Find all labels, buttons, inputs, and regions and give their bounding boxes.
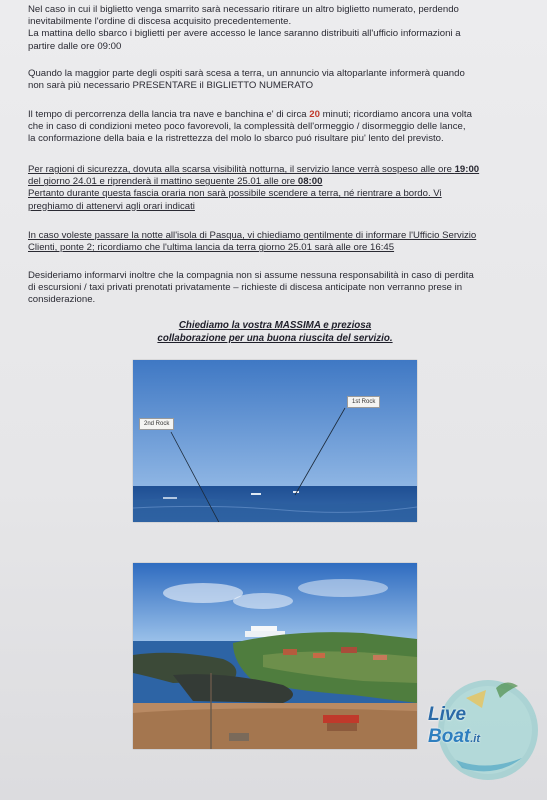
paragraph-night-suspension (28, 164, 524, 213)
label-1st-rock: 1st Rock (347, 396, 380, 408)
photo-rocks-sea (133, 360, 417, 522)
text-line: la conformazione della baia e la ristrettezza del molo lo sbarco puó risultare piu' lento del previsto. (28, 133, 444, 145)
text-line: In caso voleste passare la notte all'isola di Pasqua, vi chiediamo gentilmente di informare l'Ufficio Servizio (28, 230, 477, 241)
text-fragment: minuti; ricordiamo ancora una volta (319, 109, 472, 120)
text-line: considerazione. (28, 294, 96, 306)
logo-text-live: Live (428, 704, 467, 725)
photo-coast (133, 563, 417, 749)
text-fragment: Per ragioni di sicurezza, dovuta alla scarsa visibilità notturna, il servizio lance verrà sospeso alle ore (28, 164, 455, 175)
liveboat-logo (426, 668, 544, 786)
text-line: che in caso di condizioni meteo poco favorevoli, la complessità dell'ormeggio / disormeggio delle lance, (28, 121, 466, 133)
paragraph-announcement (28, 68, 524, 92)
text-fragment: Il tempo di percorrenza della lancia tra nave e banchina e' di circa (28, 109, 310, 120)
text-line (28, 176, 524, 188)
text-line: di escursioni / taxi privati prenotati privatamente – richieste di discesa anticipate non verranno prese in (28, 282, 463, 294)
text-line: inevitabilmente l'ordine di discesa acquisito precedentemente. (28, 16, 292, 28)
heading-line: Chiediamo la vostra MASSIMA e preziosa (178, 320, 372, 331)
logo-wordmark (428, 704, 480, 748)
logo-text-it: .it (470, 733, 481, 745)
heading-line: collaborazione per una buona riuscita del servizio. (157, 332, 393, 344)
text-fragment: del giorno 24.01 e riprenderà il mattino seguente 25.01 alle ore (28, 176, 298, 188)
paragraph-tender-time (28, 109, 524, 146)
time-suspend: 19:00 (454, 164, 480, 175)
text-line: Desideriamo informarvi inoltre che la compagnia non si assume nessuna responsabilità in caso di perdita (28, 270, 474, 281)
text-line: La mattina dello sbarco i biglietti per avere accesso le lance saranno distribuiti all'ufficio informazioni a (28, 28, 461, 40)
text-line: non sarà più necessario PRESENTARE il BIGLIETTO NUMERATO (28, 80, 314, 92)
text-line: Pertanto durante questa fascia oraria non sarà possibile scendere a terra, né rientrare a bordo. Vi (28, 188, 442, 200)
paragraph-lost-ticket (28, 4, 524, 53)
logo-text-boat: Boat (428, 726, 471, 747)
collaboration-heading (130, 320, 420, 345)
sea-image (133, 360, 417, 522)
time-resume: 08:00 (297, 176, 323, 188)
coast-image (133, 563, 417, 749)
highlight-minutes: 20 (309, 109, 320, 120)
text-line: Quando la maggior parte degli ospiti sarà scesa a terra, un annuncio via altoparlante informerà quando (28, 68, 465, 79)
text-line (28, 109, 524, 121)
paragraph-disclaimer (28, 270, 524, 307)
text-line: partire dalle ore 09:00 (28, 40, 122, 52)
text-line (28, 164, 524, 176)
text-line: preghiamo di attenervi agli orari indicati (28, 200, 195, 212)
label-2nd-rock: 2nd Rock (139, 418, 174, 430)
paragraph-overnight (28, 230, 524, 254)
text-line: Clienti, ponte 2; ricordiamo che l'ultima lancia da terra giorno 25.01 sarà alle ore 16:45 (28, 242, 395, 254)
text-line: Nel caso in cui il biglietto venga smarrito sarà necessario ritirare un altro biglietto numerato, perdendo (28, 4, 459, 15)
